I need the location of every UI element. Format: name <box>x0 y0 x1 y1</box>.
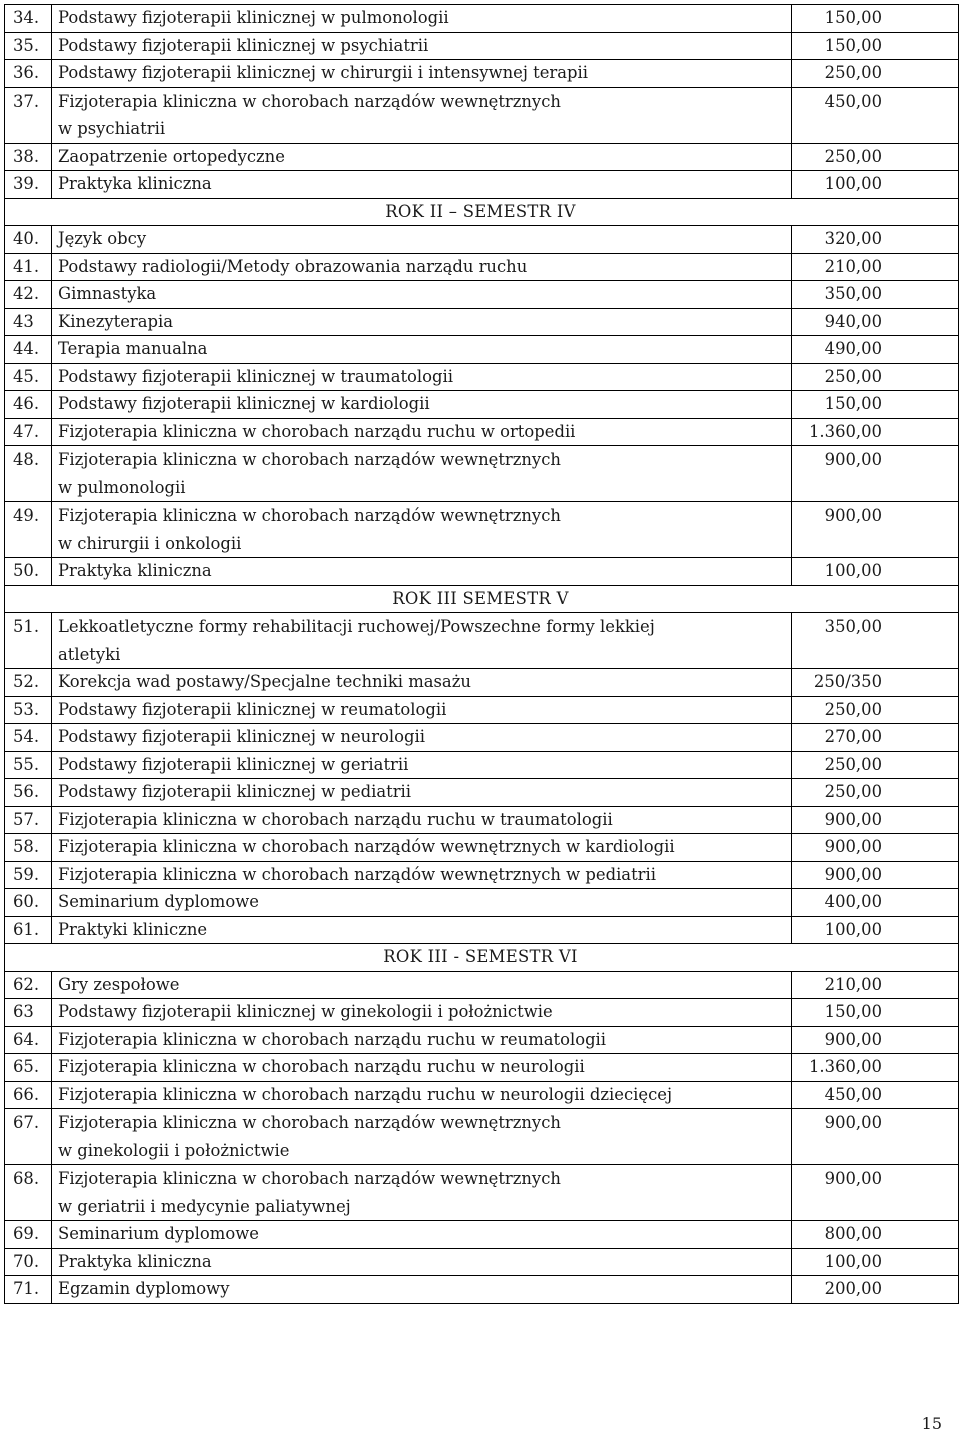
item-number: 39. <box>5 171 52 199</box>
course-name <box>52 1054 792 1082</box>
item-number: 44. <box>5 336 52 364</box>
course-name-line: Praktyka kliniczna <box>58 174 212 193</box>
course-name <box>52 971 792 999</box>
fee-amount: 900,00 <box>792 1109 959 1165</box>
course-name <box>52 558 792 586</box>
fee-amount: 250,00 <box>792 696 959 724</box>
fee-amount: 270,00 <box>792 724 959 752</box>
fee-row <box>5 751 959 779</box>
fee-row <box>5 889 959 917</box>
item-number: 47. <box>5 418 52 446</box>
item-number: 35. <box>5 32 52 60</box>
fee-row <box>5 5 959 33</box>
course-name-line: Fizjoterapia kliniczna w chorobach narządu ruchu w neurologii dziecięcej <box>58 1084 673 1104</box>
fee-row <box>5 1165 959 1221</box>
item-number: 59. <box>5 861 52 889</box>
item-number: 54. <box>5 724 52 752</box>
course-name-line: Fizjoterapia kliniczna w chorobach narządu ruchu w reumatologii <box>58 1029 607 1049</box>
course-name <box>52 834 792 862</box>
course-name <box>52 751 792 779</box>
course-name-line-2: w ginekologii i położnictwie <box>58 1140 290 1160</box>
course-name-line: Podstawy fizjoterapii klinicznej w psychiatrii <box>58 35 429 55</box>
fee-row <box>5 418 959 446</box>
fee-amount: 250,00 <box>792 779 959 807</box>
course-name-line: Fizjoterapia kliniczna w chorobach narządów wewnętrznych w pediatrii <box>58 864 656 884</box>
course-name <box>52 502 792 558</box>
fee-row <box>5 558 959 586</box>
course-name <box>52 1248 792 1276</box>
course-name <box>52 613 792 669</box>
item-number: 48. <box>5 446 52 502</box>
course-name-line: Podstawy fizjoterapii klinicznej w traumatologii <box>58 366 454 386</box>
fee-amount: 1.360,00 <box>792 1054 959 1082</box>
course-name-line: Fizjoterapia kliniczna w chorobach narządów wewnętrznych <box>58 1169 561 1188</box>
course-name <box>52 171 792 199</box>
item-number: 63 <box>5 999 52 1027</box>
fee-amount: 210,00 <box>792 253 959 281</box>
course-name <box>52 336 792 364</box>
course-name <box>52 1026 792 1054</box>
fee-amount: 200,00 <box>792 1276 959 1304</box>
fee-row <box>5 226 959 254</box>
course-name-line: Kinezyterapia <box>58 311 174 331</box>
item-number: 56. <box>5 779 52 807</box>
item-number: 52. <box>5 669 52 697</box>
fee-amount: 350,00 <box>792 281 959 309</box>
item-number: 53. <box>5 696 52 724</box>
course-name-line-2: w chirurgii i onkologii <box>58 533 242 553</box>
item-number: 70. <box>5 1248 52 1276</box>
course-name <box>52 87 792 143</box>
fee-row <box>5 1109 959 1165</box>
fee-amount: 400,00 <box>792 889 959 917</box>
course-name-line: Fizjoterapia kliniczna w chorobach narządów wewnętrznych w kardiologii <box>58 837 675 856</box>
fee-row <box>5 916 959 944</box>
fee-row <box>5 446 959 502</box>
course-name-line: Gimnastyka <box>58 284 157 303</box>
course-name <box>52 669 792 697</box>
item-number: 62. <box>5 971 52 999</box>
section-title: ROK III - SEMESTR VI <box>5 944 959 972</box>
fee-amount: 900,00 <box>792 834 959 862</box>
fee-row <box>5 60 959 88</box>
fee-row <box>5 669 959 697</box>
fee-row <box>5 1054 959 1082</box>
fee-row <box>5 281 959 309</box>
fee-row <box>5 336 959 364</box>
course-name-line: Podstawy fizjoterapii klinicznej w pulmonologii <box>58 8 449 27</box>
course-name <box>52 226 792 254</box>
course-name <box>52 861 792 889</box>
course-name <box>52 308 792 336</box>
fee-amount: 150,00 <box>792 391 959 419</box>
course-name-line: Podstawy fizjoterapii klinicznej w chirurgii i intensywnej terapii <box>58 63 589 82</box>
fee-amount: 350,00 <box>792 613 959 669</box>
item-number: 64. <box>5 1026 52 1054</box>
course-name <box>52 391 792 419</box>
item-number: 66. <box>5 1081 52 1109</box>
fee-row <box>5 806 959 834</box>
course-name-line: Praktyka kliniczna <box>58 1251 212 1271</box>
course-name-line: Fizjoterapia kliniczna w chorobach narządów wewnętrznych <box>58 450 561 469</box>
fee-row <box>5 861 959 889</box>
course-name <box>52 999 792 1027</box>
course-name-line-2: w pulmonologii <box>58 477 186 497</box>
course-name <box>52 1109 792 1165</box>
course-name-line: Fizjoterapia kliniczna w chorobach narządu ruchu w ortopedii <box>58 421 576 441</box>
course-name <box>52 253 792 281</box>
fee-row <box>5 1221 959 1249</box>
course-name <box>52 696 792 724</box>
fee-amount: 800,00 <box>792 1221 959 1249</box>
fee-row <box>5 308 959 336</box>
course-name <box>52 418 792 446</box>
section-header-row <box>5 198 959 226</box>
course-name-line-2: w geriatrii i medycynie paliatywnej <box>58 1196 351 1216</box>
fee-row <box>5 724 959 752</box>
fee-row <box>5 1026 959 1054</box>
item-number: 58. <box>5 834 52 862</box>
course-name <box>52 1165 792 1221</box>
fee-row <box>5 613 959 669</box>
course-name <box>52 363 792 391</box>
course-name <box>52 1221 792 1249</box>
fee-amount: 900,00 <box>792 861 959 889</box>
course-name-line: Podstawy fizjoterapii klinicznej w reumatologii <box>58 699 447 719</box>
course-name-line: Podstawy fizjoterapii klinicznej w ginekologii i położnictwie <box>58 1002 553 1021</box>
fee-amount: 250,00 <box>792 751 959 779</box>
fee-row <box>5 391 959 419</box>
course-name-line: Zaopatrzenie ortopedyczne <box>58 146 285 166</box>
course-name-line-2: atletyki <box>58 644 121 664</box>
fee-row <box>5 253 959 281</box>
item-number: 38. <box>5 143 52 171</box>
section-title: ROK III SEMESTR V <box>5 585 959 613</box>
fee-row <box>5 363 959 391</box>
course-name-line: Terapia manualna <box>58 339 208 358</box>
item-number: 65. <box>5 1054 52 1082</box>
item-number: 43 <box>5 308 52 336</box>
fee-amount: 900,00 <box>792 446 959 502</box>
item-number: 51. <box>5 613 52 669</box>
course-name <box>52 889 792 917</box>
course-name-line: Podstawy radiologii/Metody obrazowania narządu ruchu <box>58 256 528 276</box>
course-name-line: Lekkoatletyczne formy rehabilitacji ruchowej/Powszechne formy lekkiej <box>58 617 655 636</box>
fee-amount: 900,00 <box>792 1165 959 1221</box>
fee-table <box>4 4 959 1304</box>
course-name-line: Praktyki kliniczne <box>58 919 208 939</box>
course-name-line: Fizjoterapia kliniczna w chorobach narządów wewnętrznych <box>58 91 561 111</box>
course-name <box>52 446 792 502</box>
fee-amount: 450,00 <box>792 1081 959 1109</box>
fee-amount: 1.360,00 <box>792 418 959 446</box>
course-name <box>52 1276 792 1304</box>
item-number: 45. <box>5 363 52 391</box>
fee-amount: 250,00 <box>792 60 959 88</box>
course-name <box>52 281 792 309</box>
fee-amount: 900,00 <box>792 806 959 834</box>
page-number: 15 <box>921 1414 942 1433</box>
fee-amount: 100,00 <box>792 171 959 199</box>
item-number: 68. <box>5 1165 52 1221</box>
section-header-row <box>5 944 959 972</box>
course-name-line: Język obcy <box>58 229 147 248</box>
fee-row <box>5 1081 959 1109</box>
course-name <box>52 916 792 944</box>
fee-amount: 320,00 <box>792 226 959 254</box>
fee-table-body <box>5 5 959 1304</box>
item-number: 67. <box>5 1109 52 1165</box>
item-number: 60. <box>5 889 52 917</box>
course-name <box>52 1081 792 1109</box>
course-name-line: Fizjoterapia kliniczna w chorobach narządów wewnętrznych <box>58 506 561 525</box>
fee-amount: 900,00 <box>792 502 959 558</box>
course-name-line: Podstawy fizjoterapii klinicznej w kardiologii <box>58 394 430 413</box>
item-number: 34. <box>5 5 52 33</box>
course-name-line: Praktyka kliniczna <box>58 561 212 580</box>
fee-row <box>5 87 959 143</box>
fee-amount: 940,00 <box>792 308 959 336</box>
item-number: 49. <box>5 502 52 558</box>
fee-amount: 150,00 <box>792 999 959 1027</box>
course-name-line: Korekcja wad postawy/Specjalne techniki masażu <box>58 672 471 691</box>
course-name-line: Seminarium dyplomowe <box>58 1224 259 1243</box>
course-name-line: Gry zespołowe <box>58 974 180 994</box>
fee-amount: 210,00 <box>792 971 959 999</box>
fee-row <box>5 834 959 862</box>
fee-row <box>5 779 959 807</box>
fee-amount: 250/350 <box>792 669 959 697</box>
fee-amount: 100,00 <box>792 916 959 944</box>
fee-amount: 150,00 <box>792 32 959 60</box>
fee-row <box>5 1276 959 1304</box>
fee-amount: 450,00 <box>792 87 959 143</box>
fee-row <box>5 32 959 60</box>
fee-amount: 900,00 <box>792 1026 959 1054</box>
course-name <box>52 5 792 33</box>
course-name-line-2: w psychiatrii <box>58 119 166 138</box>
course-name <box>52 724 792 752</box>
course-name <box>52 143 792 171</box>
course-name <box>52 779 792 807</box>
course-name <box>52 806 792 834</box>
fee-row <box>5 999 959 1027</box>
item-number: 41. <box>5 253 52 281</box>
fee-row <box>5 502 959 558</box>
item-number: 57. <box>5 806 52 834</box>
item-number: 61. <box>5 916 52 944</box>
course-name-line: Fizjoterapia kliniczna w chorobach narządów wewnętrznych <box>58 1113 561 1132</box>
fee-amount: 100,00 <box>792 558 959 586</box>
fee-amount: 100,00 <box>792 1248 959 1276</box>
course-name <box>52 60 792 88</box>
course-name-line: Fizjoterapia kliniczna w chorobach narządu ruchu w neurologii <box>58 1057 585 1076</box>
item-number: 71. <box>5 1276 52 1304</box>
course-name-line: Podstawy fizjoterapii klinicznej w neurologii <box>58 727 426 746</box>
fee-amount: 250,00 <box>792 363 959 391</box>
item-number: 40. <box>5 226 52 254</box>
fee-row <box>5 143 959 171</box>
item-number: 55. <box>5 751 52 779</box>
fee-amount: 250,00 <box>792 143 959 171</box>
item-number: 69. <box>5 1221 52 1249</box>
section-header-row <box>5 585 959 613</box>
fee-row <box>5 696 959 724</box>
fee-amount: 490,00 <box>792 336 959 364</box>
section-title: ROK II – SEMESTR IV <box>5 198 959 226</box>
item-number: 36. <box>5 60 52 88</box>
course-name-line: Egzamin dyplomowy <box>58 1279 230 1298</box>
course-name-line: Podstawy fizjoterapii klinicznej w geriatrii <box>58 754 409 774</box>
item-number: 50. <box>5 558 52 586</box>
item-number: 42. <box>5 281 52 309</box>
fee-row <box>5 1248 959 1276</box>
fee-row <box>5 971 959 999</box>
course-name-line: Podstawy fizjoterapii klinicznej w pediatrii <box>58 782 412 801</box>
fee-row <box>5 171 959 199</box>
course-name <box>52 32 792 60</box>
item-number: 46. <box>5 391 52 419</box>
course-name-line: Fizjoterapia kliniczna w chorobach narządu ruchu w traumatologii <box>58 809 613 829</box>
course-name-line: Seminarium dyplomowe <box>58 892 259 911</box>
fee-amount: 150,00 <box>792 5 959 33</box>
item-number: 37. <box>5 87 52 143</box>
